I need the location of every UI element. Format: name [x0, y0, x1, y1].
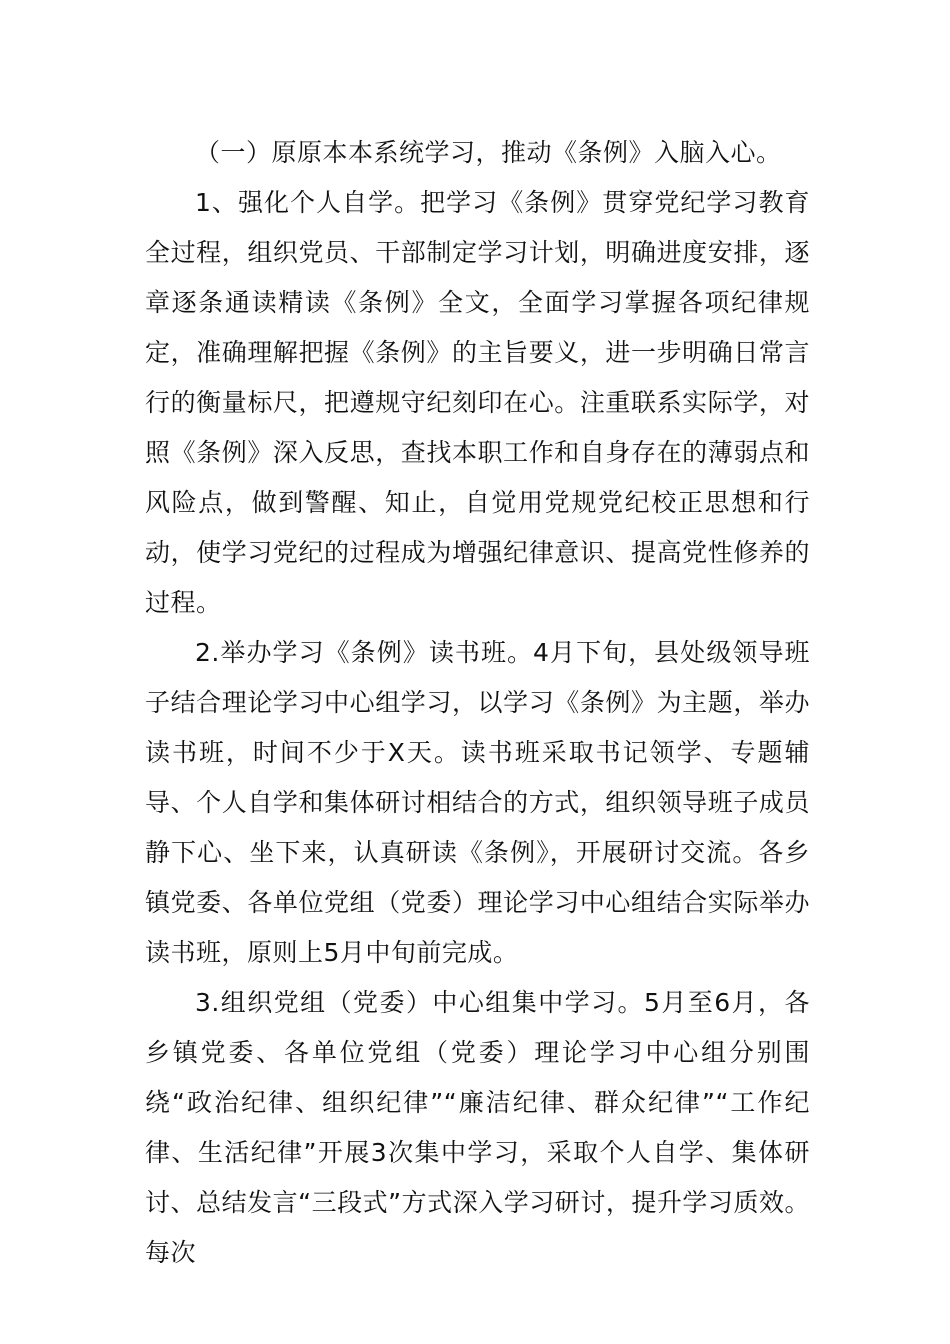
paragraph-2-reading-class: 2.举办学习《条例》读书班。4月下旬，县处级领导班子结合理论学习中心组学习，以学习《条例》为主题，举办读书班，时间不少于X天。读书班采取书记领学、专题辅导、个人自学和集体研讨相结合的方式，组织领导班子成员静下心、坐下来，认真研读《条例》，开展研讨交流。各乡镇党委、各单位党组（党委）理论学习中心组结合实际举办读书班，原则上5月中旬前完成。 — [145, 638, 810, 967]
document-body — [145, 128, 810, 1278]
section-heading: （一）原原本本系统学习，推动《条例》入脑入心。 — [195, 138, 782, 167]
paragraph-3-group-study: 3.组织党组（党委）中心组集中学习。5月至6月，各乡镇党委、各单位党组（党委）理论学习中心组分别围绕“政治纪律、组织纪律”“廉洁纪律、群众纪律”“工作纪律、生活纪律”开展3次集中学习，采取个人自学、集体研讨、总结发言“三段式”方式深入学习研讨，提升学习质效。每次 — [145, 988, 810, 1267]
paragraph-1-self-study: 1、强化个人自学。把学习《条例》贯穿党纪学习教育全过程，组织党员、干部制定学习计划，明确进度安排，逐章逐条通读精读《条例》全文，全面学习掌握各项纪律规定，准确理解把握《条例》的主旨要义，进一步明确日常言行的衡量标尺，把遵规守纪刻印在心。注重联系实际学，对照《条例》深入反思，查找本职工作和自身存在的薄弱点和风险点，做到警醒、知止，自觉用党规党纪校正思想和行动，使学习党纪的过程成为增强纪律意识、提高党性修养的过程。 — [145, 188, 810, 617]
